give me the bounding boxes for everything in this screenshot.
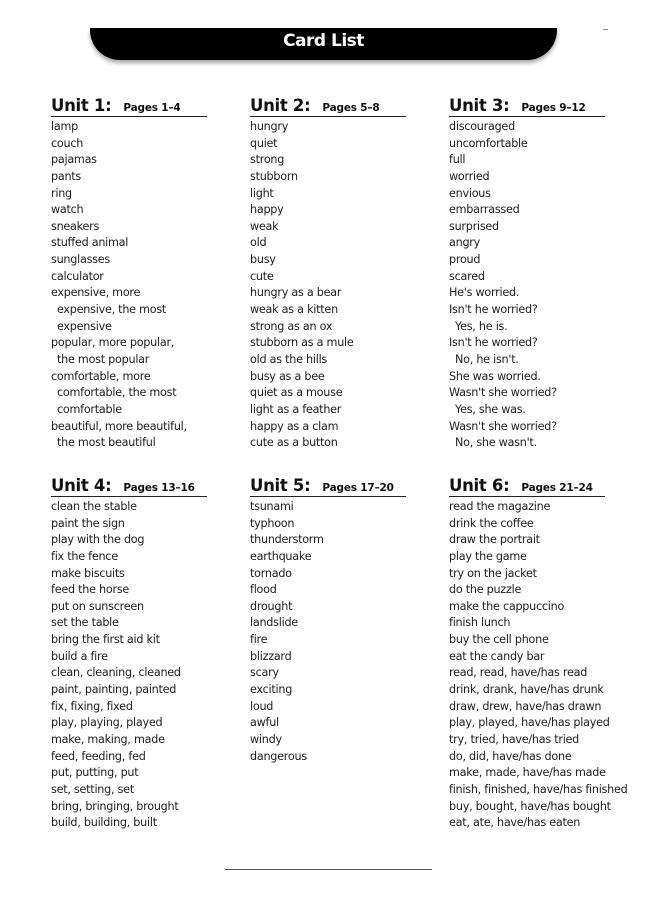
list-item: eat, ate, have/has eaten [449, 816, 581, 830]
list-item: set, setting, set [51, 782, 134, 796]
list-item: paint the sign [51, 516, 125, 530]
list-item: happy [250, 203, 284, 217]
list-item: buy the cell phone [449, 633, 549, 647]
list-item: expensive, more [51, 286, 141, 300]
list-item: eat the candy bar [449, 649, 545, 663]
list-item: quiet [250, 136, 278, 150]
word-list [250, 499, 450, 765]
list-item: try on the jacket [449, 566, 537, 580]
list-item: comfortable, the most [57, 386, 177, 400]
list-item: build a fire [51, 649, 108, 663]
list-item: hungry [250, 120, 289, 133]
unit-1-section [51, 96, 251, 452]
list-item: old [250, 236, 267, 250]
list-item: happy as a clam [250, 419, 339, 433]
list-item: Wasn't she worried? [449, 386, 557, 400]
list-item: angry [449, 236, 481, 250]
list-item: expensive [57, 319, 112, 333]
list-item: pajamas [51, 153, 97, 167]
footer-rule [225, 869, 432, 870]
list-item: thunderstorm [250, 533, 324, 547]
list-item: do the puzzle [449, 583, 522, 597]
list-item: hungry as a bear [250, 286, 342, 300]
list-item: drought [250, 599, 293, 613]
list-item: She was worried. [449, 369, 541, 383]
list-item: the most popular [57, 352, 150, 366]
list-item: make biscuits [51, 566, 125, 580]
list-item: worried [449, 169, 490, 183]
unit-pages: Pages 21–24 [521, 482, 593, 494]
list-item: play, played, have/has played [449, 716, 610, 730]
word-list [449, 119, 649, 452]
list-item: bring the first aid kit [51, 633, 160, 647]
list-item: draw, drew, have/has drawn [449, 699, 602, 713]
unit-6-section [449, 476, 649, 832]
unit-title: Unit 3: [449, 96, 510, 115]
word-list [449, 499, 649, 832]
list-item: earthquake [250, 549, 312, 563]
list-item: tornado [250, 566, 292, 580]
list-item: Wasn't she worried? [449, 419, 557, 433]
list-item: exciting [250, 683, 293, 697]
list-item: Isn't he worried? [449, 303, 538, 317]
list-item: busy as a bee [250, 369, 325, 383]
list-item: read, read, have/has read [449, 666, 588, 680]
list-item: cute [250, 269, 274, 283]
list-item: light as a feather [250, 402, 342, 416]
list-item: strong as an ox [250, 319, 333, 333]
unit-pages: Pages 13–16 [123, 482, 195, 494]
list-item: paint, painting, painted [51, 683, 177, 697]
list-item: old as the hills [250, 352, 328, 366]
list-item: awful [250, 716, 279, 730]
list-item: clean, cleaning, cleaned [51, 666, 181, 680]
unit-title: Unit 6: [449, 476, 510, 495]
list-item: expensive, the most [57, 303, 167, 317]
list-item: strong [250, 153, 285, 167]
list-item: watch [51, 203, 84, 217]
list-item: sunglasses [51, 253, 110, 267]
unit-pages: Pages 5–8 [322, 102, 380, 114]
list-item: full [449, 153, 466, 167]
list-item: scary [250, 666, 279, 680]
list-item: Isn't he worried? [449, 336, 538, 350]
list-item: weak [250, 219, 279, 233]
list-item: embarrassed [449, 203, 520, 217]
unit-3-section [449, 96, 649, 452]
list-item: No, she wasn't. [455, 436, 537, 450]
list-item: typhoon [250, 516, 295, 530]
list-item: sneakers [51, 219, 100, 233]
list-item: couch [51, 136, 84, 150]
page-title: Card List [283, 31, 364, 51]
list-item: Yes, he is. [455, 319, 508, 333]
list-item: feed the horse [51, 583, 130, 597]
list-item: uncomfortable [449, 136, 528, 150]
list-item: calculator [51, 269, 104, 283]
unit-header [51, 476, 207, 497]
list-item: stubborn [250, 169, 298, 183]
list-item: read the magazine [449, 500, 551, 513]
unit-title: Unit 4: [51, 476, 112, 495]
list-item: flood [250, 583, 277, 597]
list-item: ring [51, 186, 72, 200]
list-item: He's worried. [449, 286, 520, 300]
list-item: fix the fence [51, 549, 118, 563]
unit-title: Unit 1: [51, 96, 112, 115]
list-item: bring, bringing, brought [51, 799, 179, 813]
list-item: landslide [250, 616, 298, 630]
list-item: fix, fixing, fixed [51, 699, 133, 713]
list-item: set the table [51, 616, 119, 630]
list-item: make the cappuccino [449, 599, 565, 613]
unit-title: Unit 2: [250, 96, 311, 115]
card-list-banner [90, 28, 557, 60]
list-item: cute as a button [250, 436, 338, 450]
list-item: quiet as a mouse [250, 386, 343, 400]
list-item: finish lunch [449, 616, 511, 630]
unit-title: Unit 5: [250, 476, 311, 495]
list-item: comfortable, more [51, 369, 151, 383]
list-item: make, made, have/has made [449, 766, 606, 780]
unit-pages: Pages 9–12 [521, 102, 586, 114]
list-item: fire [250, 633, 268, 647]
list-item: No, he isn't. [455, 352, 519, 366]
list-item: envious [449, 186, 491, 200]
word-list [250, 119, 450, 452]
unit-header [250, 476, 406, 497]
list-item: clean the stable [51, 500, 137, 513]
unit-header [250, 96, 406, 117]
list-item: comfortable [57, 402, 122, 416]
list-item: buy, bought, have/has bought [449, 799, 611, 813]
list-item: scared [449, 269, 485, 283]
list-item: tsunami [250, 500, 294, 513]
list-item: make, making, made [51, 732, 165, 746]
list-item: windy [250, 732, 282, 746]
list-item: light [250, 186, 274, 200]
unit-2-section [250, 96, 450, 452]
corner-mark [603, 29, 608, 30]
list-item: the most beautiful [57, 436, 156, 450]
word-list [51, 499, 251, 832]
list-item: lamp [51, 120, 78, 133]
list-item: put, putting, put [51, 766, 139, 780]
list-item: loud [250, 699, 274, 713]
list-item: play, playing, played [51, 716, 163, 730]
list-item: try, tried, have/has tried [449, 732, 580, 746]
list-item: dangerous [250, 749, 307, 763]
list-item: weak as a kitten [250, 303, 338, 317]
list-item: stuffed animal [51, 236, 129, 250]
list-item: finish, finished, have/has finished [449, 782, 628, 796]
list-item: build, building, built [51, 816, 157, 830]
unit-header [449, 96, 605, 117]
word-list [51, 119, 251, 452]
list-item: pants [51, 169, 82, 183]
list-item: surprised [449, 219, 499, 233]
unit-pages: Pages 1–4 [123, 102, 181, 114]
list-item: proud [449, 253, 481, 267]
list-item: draw the portrait [449, 533, 540, 547]
list-item: put on sunscreen [51, 599, 144, 613]
list-item: blizzard [250, 649, 292, 663]
list-item: stubborn as a mule [250, 336, 354, 350]
list-item: feed, feeding, fed [51, 749, 146, 763]
list-item: drink the coffee [449, 516, 534, 530]
unit-header [51, 96, 207, 117]
unit-5-section [250, 476, 450, 765]
list-item: Yes, she was. [455, 402, 526, 416]
unit-pages: Pages 17–20 [322, 482, 394, 494]
list-item: play with the dog [51, 533, 145, 547]
list-item: discouraged [449, 120, 515, 133]
list-item: drink, drank, have/has drunk [449, 683, 604, 697]
list-item: popular, more popular, [51, 336, 175, 350]
unit-4-section [51, 476, 251, 832]
unit-header [449, 476, 605, 497]
list-item: beautiful, more beautiful, [51, 419, 187, 433]
list-item: busy [250, 253, 276, 267]
list-item: play the game [449, 549, 527, 563]
list-item: do, did, have/has done [449, 749, 572, 763]
